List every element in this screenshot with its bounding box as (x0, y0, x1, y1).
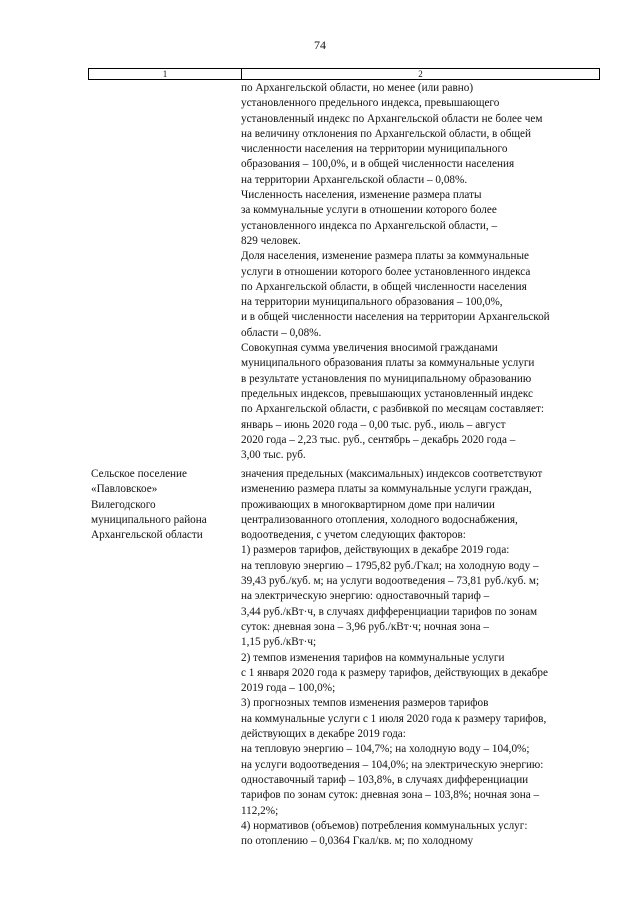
municipality-name (91, 467, 236, 543)
block1-line: 829 человек. (241, 234, 301, 247)
block1-line: за коммунальные услуги в отношении которого более (241, 204, 497, 217)
block1-line: образования – 100,0%, и в общей численности населения (241, 158, 515, 171)
block2-line: водоотведения, с учетом следующих факторов: (241, 529, 466, 542)
block2-line: 39,43 руб./куб. м; на услуги водоотведения – 73,81 руб./куб. м; (241, 575, 540, 588)
page-number: 74 (314, 38, 326, 52)
table-header-col1: 1 (89, 69, 242, 79)
block2-line: действующих в декабре 2019 года: (241, 728, 406, 741)
municipality-line: муниципального района (91, 513, 207, 526)
municipality-line: Сельское поселение (91, 468, 187, 480)
block2-line: 2019 года – 100,0%; (241, 682, 336, 695)
table-header-row (88, 68, 600, 80)
block1-line: услуги в отношении которого более установленного индекса (241, 265, 531, 278)
block2-line: на тепловую энергию – 1795,82 руб./Гкал; на холодную воду – (241, 559, 539, 572)
block1-line: установленный индекс по Архангельской области не более чем (241, 112, 543, 125)
municipality-line: Архангельской области (91, 529, 203, 542)
block1-line: установленного предельного индекса, превышающего (241, 97, 500, 110)
block2-line: проживающих в многоквартирном доме при наличии (241, 498, 495, 511)
block2-line: 4) нормативов (объемов) потребления коммунальных услуг: (241, 819, 528, 832)
block2-line: 3) прогнозных темпов изменения размеров тарифов (241, 697, 489, 710)
block1-line: 3,00 тыс. руб. (241, 449, 306, 462)
block1-line: на величину отклонения по Архангельской области, в общей (241, 127, 531, 140)
municipality-line: Вилегодского (91, 498, 156, 511)
block2-line: 2) темпов изменения тарифов на коммунальные услуги (241, 651, 505, 664)
block2-line: тарифов по зонам суток: дневная зона – 103,8%; ночная зона – (241, 789, 540, 802)
block1-line: Численность населения, изменение размера платы (241, 189, 482, 202)
block2-line: 112,2%; (241, 804, 279, 817)
block1-line: январь – июнь 2020 года – 0,00 тыс. руб., июль – август (241, 418, 506, 431)
block1-line: на территории Архангельской области – 0,08%. (241, 173, 468, 186)
block2-line: одноставочный тариф – 103,8%, в случаях дифференциации (241, 773, 529, 786)
block2-line: с 1 января 2020 года к размеру тарифов, действующих в декабре (241, 666, 548, 679)
block2-line: на коммунальные услуги с 1 июля 2020 года к размеру тарифов, (241, 712, 547, 725)
block2-line: 3,44 руб./кВт·ч, в случаях дифференциации тарифов по зонам (241, 605, 538, 618)
block1-text (241, 81, 603, 463)
block1-line: области – 0,08%. (241, 326, 322, 339)
block1-line: в результате установления по муниципальному образованию (241, 372, 532, 385)
block2-line: на электрическую энергию: одноставочный тариф – (241, 590, 490, 603)
block2-line: 1) размеров тарифов, действующих в декабре 2019 года: (241, 544, 510, 557)
block1-line: и в общей численности населения на территории Архангельской (241, 311, 550, 324)
block2-line: на услуги водоотведения – 104,0%; на электрическую энергию: (241, 758, 544, 771)
block1-line: на территории муниципального образования – 100,0%, (241, 296, 503, 309)
block1-line: по Архангельской области, с разбивкой по месяцам составляет: (241, 403, 544, 416)
block2-line: по отоплению – 0,0364 Гкал/кв. м; по холодному (241, 835, 474, 848)
block1-line: муниципального образования платы за коммунальные услуги (241, 357, 535, 370)
municipality-line: «Павловское» (91, 483, 158, 496)
block1-line: установленного индекса по Архангельской области, – (241, 219, 498, 232)
block1-line: 2020 года – 2,23 тыс. руб., сентябрь – декабрь 2020 года – (241, 433, 516, 446)
block1-line: Доля населения, изменение размера платы за коммунальные (241, 250, 529, 263)
table-header-col2: 2 (418, 69, 423, 79)
block1-line: предельных индексов, превышающих установленный индекс (241, 387, 533, 400)
block1-line: по Архангельской области, но менее (или равно) (241, 82, 474, 94)
block2-line: 1,15 руб./кВт·ч; (241, 636, 317, 649)
block2-line: изменению размера платы за коммунальные услуги граждан, (241, 483, 532, 496)
block2-line: суток: дневная зона – 3,96 руб./кВт·ч; ночная зона – (241, 620, 490, 633)
block1-line: численности населения на территории муниципального (241, 143, 508, 156)
block2-text (241, 467, 603, 849)
block2-line: централизованного отопления, холодного водоснабжения, (241, 513, 518, 526)
block1-line: Совокупная сумма увеличения вносимой гражданами (241, 342, 498, 355)
block2-line: значения предельных (максимальных) индексов соответствуют (241, 468, 543, 480)
block2-line: на тепловую энергию – 104,7%; на холодную воду – 104,0%; (241, 743, 530, 756)
block1-line: по Архангельской области, в общей численности населения (241, 280, 527, 293)
